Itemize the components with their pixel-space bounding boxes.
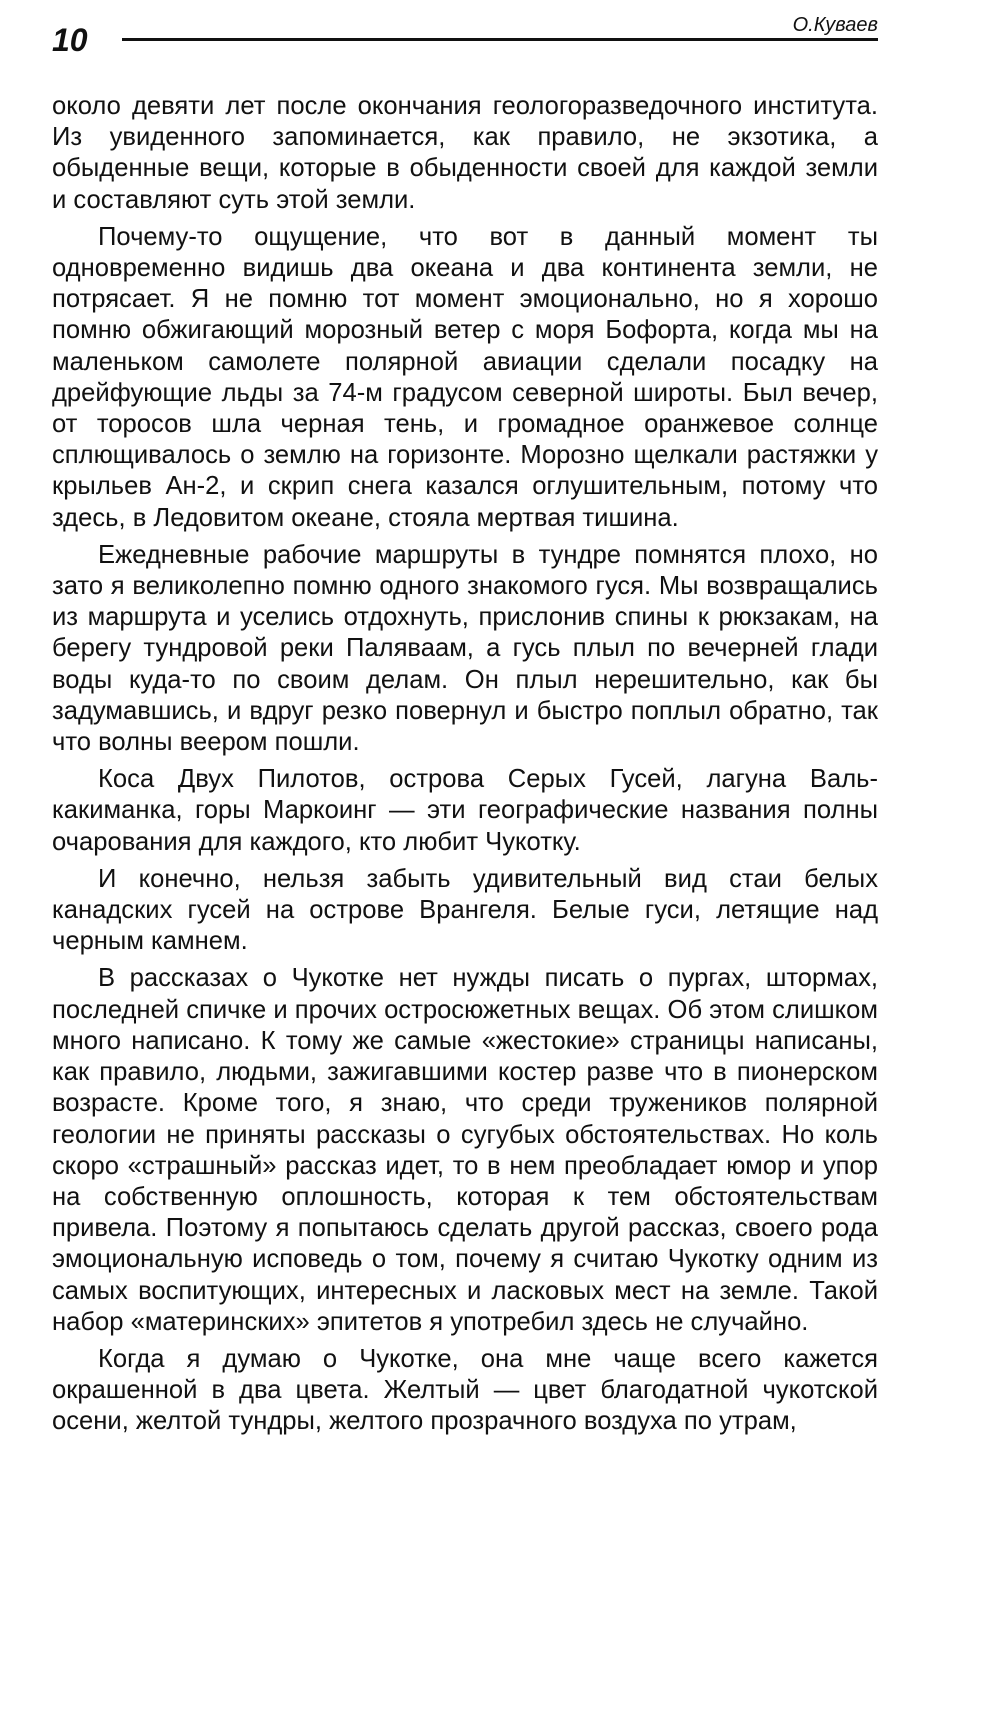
paragraph: Когда я думаю о Чукотке, она мне чаще всего кажется окрашенной в два цвета. Желтый — цвет благодатной чукотской осени, желтой тундры, желтого прозрачного воздуха по утрам, [52,1344,878,1436]
paragraph: И конечно, нельзя забыть удивительный вид стаи белых канадских гусей на острове Врангеля. Белые гуси, летящие над черным камнем. [52,864,878,956]
page-header [52,10,878,62]
paragraph: Ежедневные рабочие маршруты в тундре помнятся плохо, но зато я великолепно помню одного знакомого гуся. Мы возвращались из маршрута и уселись отдохнуть, прислонив спины к рюкзакам, на берегу тундровой реки Паляваам, а гусь плыл по вечерней глади воды куда-то по своим делам. Он плыл нерешительно, как бы задумавшись, и вдруг резко повернул и быстро поплыл обратно, так что волны веером пошли. [52,540,878,757]
paragraph: В рассказах о Чукотке нет нужды писать о пургах, штормах, последней спичке и прочих остросюжетных вещах. Об этом слишком много написано. К тому же самые «жестокие» страницы написаны, как правило, людьми, зажигавшими костер разве что в пионерском возрасте. Кроме того, я знаю, что среди тружеников полярной геологии не приняты рассказы о сугубых обстоятельствах. Но коль скоро «страшный» рассказ идет, то в нем преобладает юмор и упор на собственную оплошность, которая к тем обстоятельствам привела. Поэтому я попытаюсь сделать другой рассказ, своего рода эмоциональную исповедь о том, почему я считаю Чукотку одним из самых воспитующих, интересных и ласковых мест на земле. Такой набор «материнских» эпитетов я употребил здесь не случайно. [52,964,878,1336]
paragraph: Коса Двух Пилотов, острова Серых Гусей, лагуна Валькакиманка, горы Маркоинг — эти географические названия полны очарования для каждого, кто любит Чукотку. [52,765,878,856]
paragraph: около девяти лет после окончания геологоразведочного института. Из увиденного запоминается, как правило, не экзотика, а обыденные вещи, которые в обыденности своей для каждой земли и составляют суть этой земли. [52,92,878,214]
author-running-head: О.Куваев [792,14,878,36]
page-number: 10 [52,22,88,58]
header-rule [122,38,878,41]
body-text [52,91,878,1444]
paragraph: Почему-то ощущение, что вот в данный момент ты одновременно видишь два океана и два континента земли, не потрясает. Я не помню тот момент эмоционально, но я хорошо помню обжигающий морозный ветер с моря Бофорта, когда мы на маленьком самолете полярной авиации сделали посадку на дрейфующие льды за 74-м градусом северной широты. Был вечер, от торосов шла черная тень, и громадное оранжевое солнце сплющивалось о землю на горизонте. Морозно щелкали растяжки у крыльев Ан-2, и скрип снега казался оглушительным, потому что здесь, в Ледовитом океане, стояла мертвая тишина. [52,222,878,532]
